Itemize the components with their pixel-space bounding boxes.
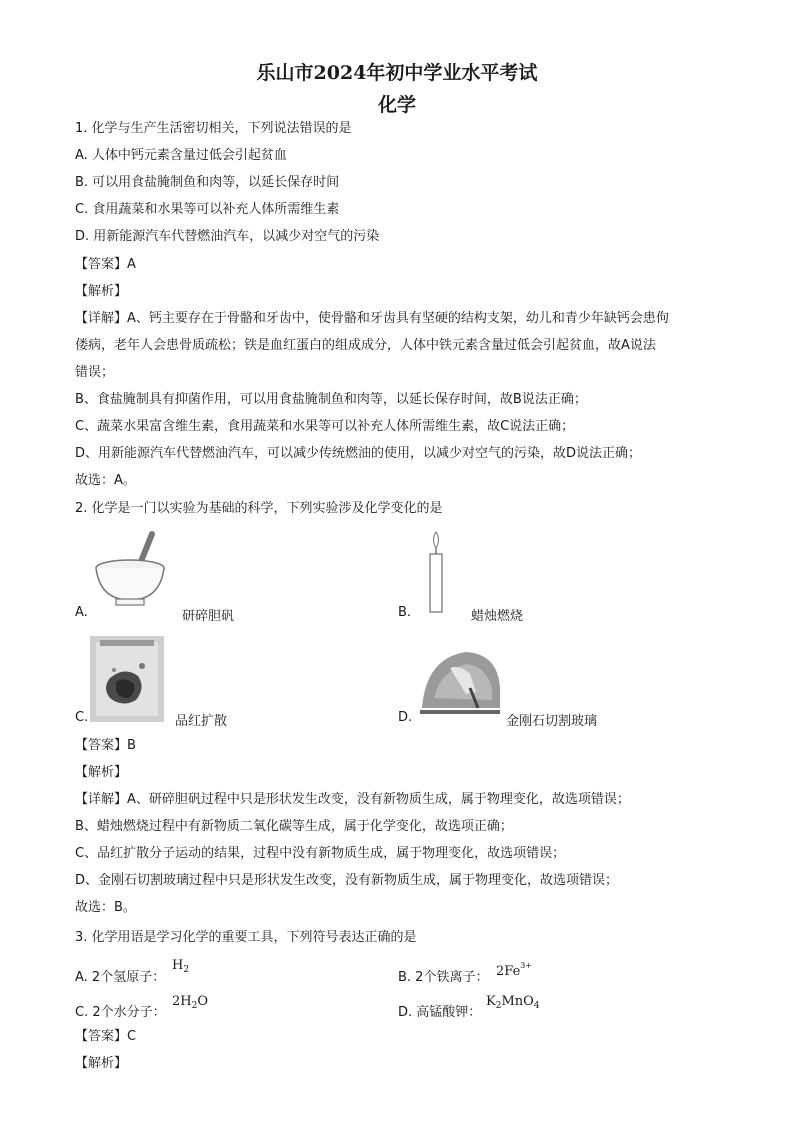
q2-detail-line: 故选：B。 (75, 900, 136, 915)
q1-detail-line: 偻病，老年人会患骨质疏松；铁是血红蛋白的组成成分，人体中铁元素含量过低会引起贫血，故A说法 (75, 338, 656, 353)
q1-detail-line: D、用新能源汽车代替燃油汽车，可以减少传统燃油的使用，以减少对空气的污染，故D说法正确； (75, 446, 642, 461)
q1-stem: 1. 化学与生产生活密切相关，下列说法错误的是 (75, 121, 352, 136)
q3-answer: 【答案】C (75, 1029, 137, 1044)
q1-option-a: A. 人体中钙元素含量过低会引起贫血 (75, 148, 287, 163)
q1-detail-line: 故选：A。 (75, 473, 136, 488)
q1-detail-line: C、蔬菜水果富含维生素，食用蔬菜和水果等可以补充人体所需维生素，故C说法正确； (75, 419, 575, 434)
q2-answer: 【答案】B (75, 738, 136, 753)
formula-subscript: 2 (495, 1001, 502, 1011)
q1-option-d: D. 用新能源汽车代替燃油汽车，以减少对空气的污染 (75, 229, 380, 244)
q2-option-c-letter: C. (75, 710, 89, 725)
q3-stem: 3. 化学用语是学习化学的重要工具，下列符号表达正确的是 (75, 930, 417, 945)
q3-option-b-formula (496, 961, 532, 979)
q2-option-a-caption: 研碎胆矾 (182, 609, 235, 624)
mortar-pestle-image (92, 528, 172, 610)
q3-option-d-label: D. 高锰酸钾： (398, 1005, 482, 1020)
q3-option-c-formula (172, 994, 208, 1011)
fuchsine-diffusion-image (90, 636, 164, 722)
q2-option-d-caption: 金刚石切割玻璃 (506, 714, 598, 729)
q1-option-b: B. 可以用食盐腌制鱼和肉等，以延长保存时间 (75, 175, 340, 190)
q2-detail-line: B、蜡烛燃烧过程中有新物质二氧化碳等生成，属于化学变化，故选项正确； (75, 819, 513, 834)
formula-text: K (486, 994, 496, 1009)
q2-option-b-caption: 蜡烛燃烧 (471, 609, 524, 624)
formula-text: 2Fe (496, 964, 521, 979)
q1-answer: 【答案】A (75, 257, 136, 272)
q2-option-d-letter: D. (398, 710, 413, 725)
q2-detail-line: D、金刚石切割玻璃过程中只是形状发生改变，没有新物质生成，属于物理变化，故选项错误； (75, 873, 619, 888)
q2-detail-line: 【详解】A、研碎胆矾过程中只是形状发生改变，没有新物质生成，属于物理变化，故选项错误； (75, 792, 630, 807)
q2-stem: 2. 化学是一门以实验为基础的科学，下列实验涉及化学变化的是 (75, 501, 443, 516)
q3-option-b-label: B. 2个铁离子： (398, 970, 489, 985)
formula-text: H (172, 958, 184, 973)
exam-subject: 化学 (377, 94, 416, 116)
q3-option-a-formula (172, 958, 189, 975)
q2-option-a-letter: A. (75, 605, 88, 620)
formula-subscript: 2 (191, 1001, 198, 1011)
q1-detail-line: 错误； (75, 365, 115, 380)
formula-text: 2H (172, 994, 192, 1009)
q3-option-c-label: C. 2个水分子： (75, 1005, 166, 1020)
candle-image (424, 530, 448, 616)
q2-option-c-caption: 品红扩散 (175, 714, 228, 729)
q1-analysis-label: 【解析】 (75, 284, 128, 299)
q1-detail-line: 【详解】A、钙主要存在于骨骼和牙齿中，使骨骼和牙齿具有坚硬的结构支架，幼儿和青少年缺钙会患佝 (75, 311, 669, 326)
q2-option-b-letter: B. (398, 605, 412, 620)
q1-detail-line: B、食盐腌制具有抑菌作用，可以用食盐腌制鱼和肉等，以延长保存时间，故B说法正确； (75, 392, 587, 407)
diamond-cutting-glass-image (420, 648, 500, 722)
formula-text: MnO (501, 994, 534, 1009)
q3-option-d-formula (486, 994, 540, 1011)
formula-subscript: 4 (533, 1001, 540, 1011)
formula-superscript: 3+ (520, 961, 533, 970)
q3-analysis-label: 【解析】 (75, 1056, 128, 1071)
formula-subscript: 2 (183, 965, 190, 975)
formula-text: O (197, 994, 209, 1009)
q3-option-a-label: A. 2个氢原子： (75, 970, 166, 985)
q2-detail-line: C、品红扩散分子运动的结果，过程中没有新物质生成，属于物理变化，故选项错误； (75, 846, 566, 861)
q1-option-c: C. 食用蔬菜和水果等可以补充人体所需维生素 (75, 202, 340, 217)
exam-title: 乐山市2024年初中学业水平考试 (256, 62, 538, 84)
q2-analysis-label: 【解析】 (75, 765, 128, 780)
